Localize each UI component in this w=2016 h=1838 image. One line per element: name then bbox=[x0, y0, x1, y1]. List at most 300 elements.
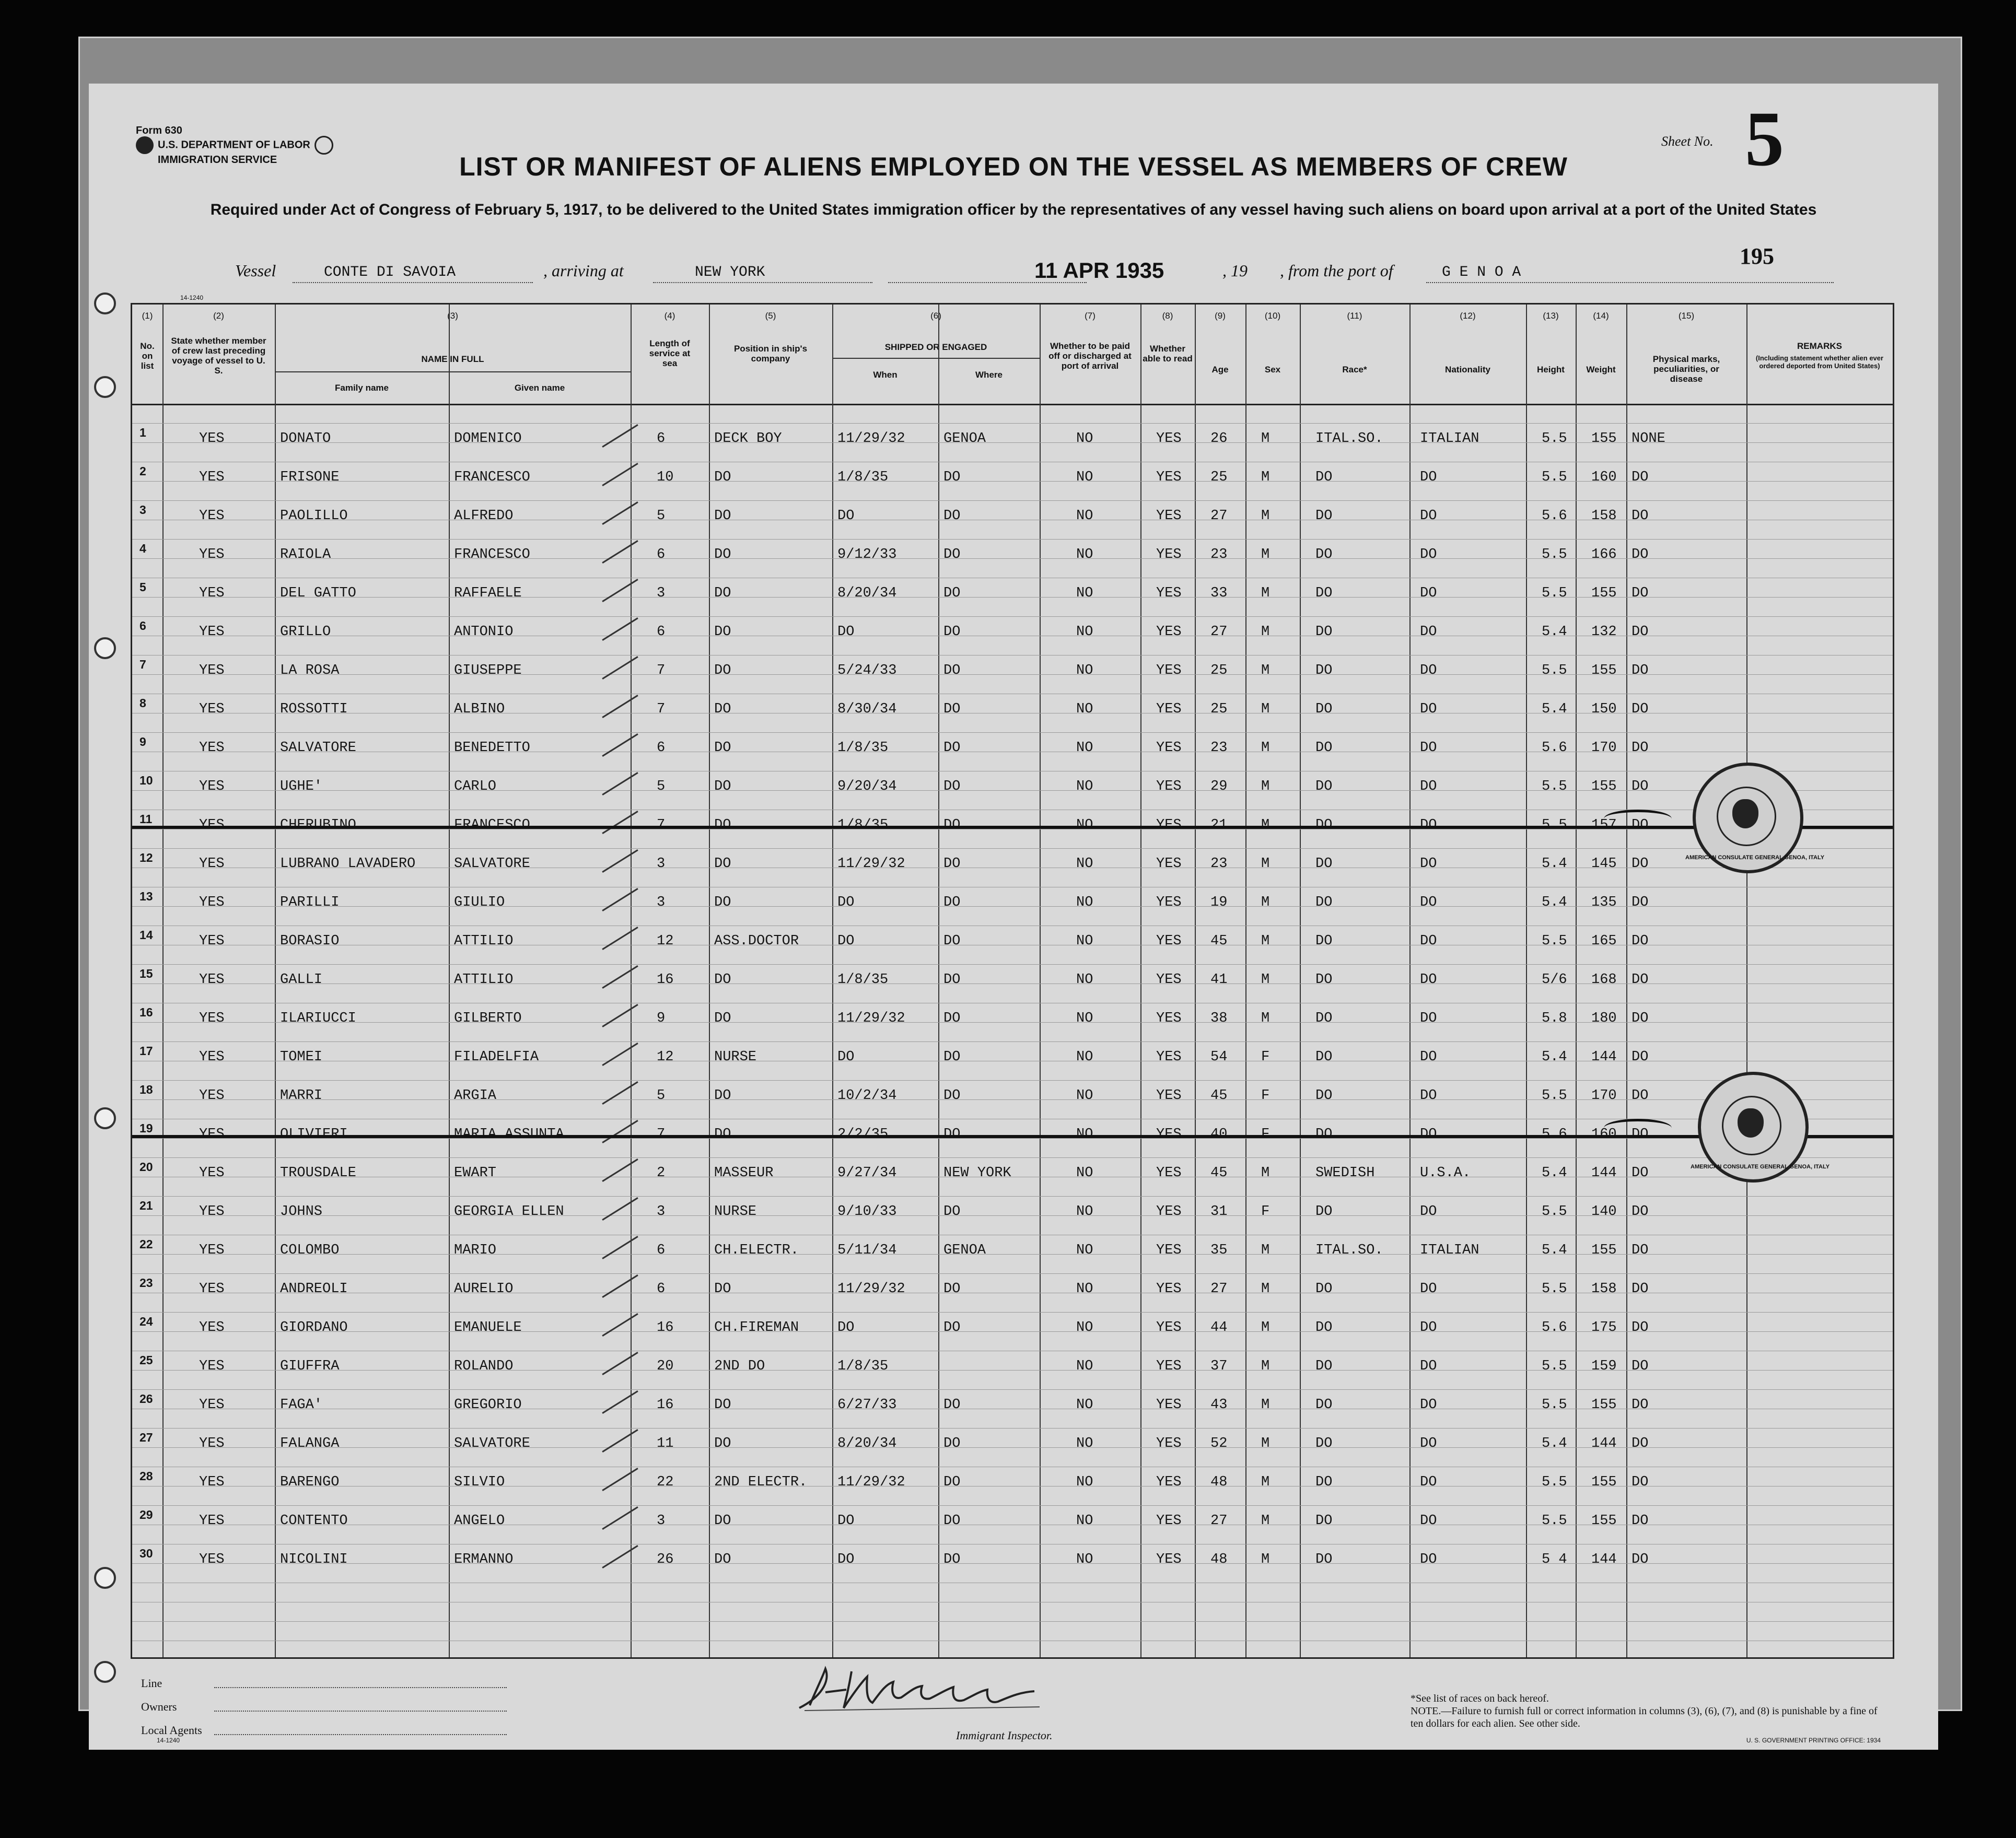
cell-paid: NO bbox=[1076, 1513, 1093, 1529]
cell-length: 16 bbox=[657, 1320, 674, 1336]
cell-position: NURSE bbox=[714, 1204, 757, 1220]
service-name: IMMIGRATION SERVICE bbox=[158, 154, 277, 166]
cell-physical: DO bbox=[1632, 1204, 1649, 1220]
cell-paid: NO bbox=[1076, 1436, 1093, 1451]
cell-paid: NO bbox=[1076, 586, 1093, 601]
cell-member: YES bbox=[199, 895, 225, 910]
cell-when: 9/27/34 bbox=[837, 1165, 897, 1181]
cell-nationality: ITALIAN bbox=[1420, 431, 1479, 447]
cell-sex: M bbox=[1261, 972, 1270, 988]
cell-weight: 160 bbox=[1591, 470, 1617, 485]
cell-no: 30 bbox=[139, 1547, 153, 1560]
cell-where: GENOA bbox=[943, 1243, 986, 1258]
cell-no: 14 bbox=[139, 928, 153, 942]
cell-position: DO bbox=[714, 508, 731, 524]
cell-length: 11 bbox=[657, 1436, 674, 1451]
cell-member: YES bbox=[199, 1359, 225, 1374]
cell-family: LUBRANO LAVADERO bbox=[280, 856, 416, 872]
cell-nationality: DO bbox=[1420, 1204, 1437, 1220]
cell-member: YES bbox=[199, 779, 225, 794]
cell-race: DO bbox=[1315, 470, 1333, 485]
table-row bbox=[132, 419, 1893, 458]
cell-weight: 158 bbox=[1591, 508, 1617, 524]
table-row bbox=[132, 574, 1893, 613]
cell-sex: M bbox=[1261, 470, 1270, 485]
cell-family: BORASIO bbox=[280, 933, 340, 949]
cell-paid: NO bbox=[1076, 779, 1093, 794]
cell-weight: 155 bbox=[1591, 1243, 1617, 1258]
cell-position: DO bbox=[714, 1513, 731, 1529]
check-mark bbox=[602, 1004, 638, 1027]
check-mark bbox=[602, 1506, 638, 1530]
cell-physical: DO bbox=[1632, 1165, 1649, 1181]
consulate-stamp bbox=[1691, 1072, 1830, 1183]
column-number: (7) bbox=[1085, 311, 1096, 321]
arriving-port: NEW YORK bbox=[695, 264, 765, 280]
cell-age: 27 bbox=[1210, 1281, 1228, 1297]
cell-position: DO bbox=[714, 1552, 731, 1567]
cell-member: YES bbox=[199, 1204, 225, 1220]
cell-paid: NO bbox=[1076, 1552, 1093, 1567]
cell-race: DO bbox=[1315, 1436, 1333, 1451]
cell-no: 21 bbox=[139, 1199, 153, 1212]
cell-no: 15 bbox=[139, 967, 153, 980]
cell-race: DO bbox=[1315, 740, 1333, 756]
cell-weight: 145 bbox=[1591, 856, 1617, 872]
cell-member: YES bbox=[199, 508, 225, 524]
header-paid-off: Whether to be paid off or discharged at port of arrival bbox=[1048, 341, 1132, 371]
ditto-scribble-icon bbox=[1604, 1119, 1672, 1137]
cell-length: 3 bbox=[657, 895, 666, 910]
header-given-name: Given name bbox=[514, 383, 565, 393]
cell-age: 27 bbox=[1210, 1513, 1228, 1529]
cell-family: PAOLILLO bbox=[280, 508, 348, 524]
cell-where: DO bbox=[943, 740, 961, 756]
cell-nationality: DO bbox=[1420, 1011, 1437, 1026]
table-row bbox=[132, 1270, 1893, 1308]
year-stamp: 195 bbox=[1740, 243, 1774, 269]
punch-hole-icon bbox=[94, 1107, 116, 1129]
check-mark bbox=[602, 617, 638, 641]
cell-family: ROSSOTTI bbox=[280, 701, 348, 717]
cell-member: YES bbox=[199, 586, 225, 601]
cell-position: DO bbox=[714, 586, 731, 601]
header-subrule bbox=[832, 358, 1040, 359]
cell-when: 11/29/32 bbox=[837, 1011, 905, 1026]
cell-where: DO bbox=[943, 1320, 961, 1336]
check-mark bbox=[602, 849, 638, 873]
cell-given: GEORGIA ELLEN bbox=[454, 1204, 564, 1220]
cell-no: 28 bbox=[139, 1469, 153, 1483]
cell-weight: 165 bbox=[1591, 933, 1617, 949]
cell-race: DO bbox=[1315, 972, 1333, 988]
cell-position: DO bbox=[714, 895, 731, 910]
cell-length: 6 bbox=[657, 547, 666, 563]
cell-read: YES bbox=[1156, 895, 1182, 910]
cell-length: 7 bbox=[657, 663, 666, 678]
cell-length: 6 bbox=[657, 624, 666, 640]
cell-member: YES bbox=[199, 856, 225, 872]
cell-length: 20 bbox=[657, 1359, 674, 1374]
cell-where: DO bbox=[943, 508, 961, 524]
cell-physical: DO bbox=[1632, 1011, 1649, 1026]
eagle-icon bbox=[1732, 799, 1758, 828]
cell-length: 5 bbox=[657, 508, 666, 524]
cell-given: FILADELFIA bbox=[454, 1049, 539, 1065]
table-row bbox=[132, 1154, 1893, 1192]
cell-race: DO bbox=[1315, 779, 1333, 794]
header-able-read: Whether able to read bbox=[1143, 344, 1193, 364]
cell-given: RAFFAELE bbox=[454, 586, 522, 601]
cell-height: 5.5 bbox=[1542, 431, 1567, 447]
check-mark bbox=[602, 965, 638, 989]
cell-weight: 140 bbox=[1591, 1204, 1617, 1220]
cell-given: ANGELO bbox=[454, 1513, 505, 1529]
header-nationality: Nationality bbox=[1445, 365, 1490, 374]
cell-length: 10 bbox=[657, 470, 674, 485]
cell-race: DO bbox=[1315, 1552, 1333, 1567]
column-number: (1) bbox=[142, 311, 153, 321]
cell-given: ALBINO bbox=[454, 701, 505, 717]
cell-family: CONTENTO bbox=[280, 1513, 348, 1529]
cell-when: 9/12/33 bbox=[837, 547, 897, 563]
cell-nationality: DO bbox=[1420, 817, 1437, 833]
cell-height: 5.5 bbox=[1542, 547, 1567, 563]
cell-race: DO bbox=[1315, 663, 1333, 678]
cell-where: DO bbox=[943, 470, 961, 485]
cell-nationality: DO bbox=[1420, 1513, 1437, 1529]
cell-length: 7 bbox=[657, 1127, 666, 1142]
cell-position: MASSEUR bbox=[714, 1165, 774, 1181]
check-mark bbox=[602, 1043, 638, 1066]
cell-where: NEW YORK bbox=[943, 1165, 1011, 1181]
cell-physical: DO bbox=[1632, 740, 1649, 756]
table-row bbox=[132, 729, 1893, 767]
cell-nationality: DO bbox=[1420, 1088, 1437, 1104]
cell-when: DO bbox=[837, 1552, 855, 1567]
cell-when: 1/8/35 bbox=[837, 972, 889, 988]
cell-when: 9/10/33 bbox=[837, 1204, 897, 1220]
cell-sex: M bbox=[1261, 1320, 1270, 1336]
cell-read: YES bbox=[1156, 1552, 1182, 1567]
cell-member: YES bbox=[199, 1088, 225, 1104]
cell-race: DO bbox=[1315, 1011, 1333, 1026]
cell-read: YES bbox=[1156, 972, 1182, 988]
cell-read: YES bbox=[1156, 1011, 1182, 1026]
cell-given: GILBERTO bbox=[454, 1011, 522, 1026]
cell-length: 12 bbox=[657, 1049, 674, 1065]
table-row bbox=[132, 651, 1893, 690]
vessel-name: CONTE DI SAVOIA bbox=[324, 264, 456, 280]
cell-paid: NO bbox=[1076, 1011, 1093, 1026]
cell-position: DO bbox=[714, 470, 731, 485]
cell-no: 9 bbox=[139, 735, 146, 748]
cell-given: SALVATORE bbox=[454, 1436, 530, 1451]
cell-no: 20 bbox=[139, 1160, 153, 1174]
table-row bbox=[132, 690, 1893, 729]
cell-race: DO bbox=[1315, 1049, 1333, 1065]
cell-no: 5 bbox=[139, 580, 146, 594]
cell-family: MARRI bbox=[280, 1088, 323, 1104]
cell-age: 21 bbox=[1210, 817, 1228, 833]
table-row bbox=[132, 1347, 1893, 1386]
cell-height: 5.5 bbox=[1542, 586, 1567, 601]
cell-no: 23 bbox=[139, 1276, 153, 1290]
cell-nationality: DO bbox=[1420, 1049, 1437, 1065]
check-mark bbox=[602, 1081, 638, 1105]
cell-physical: DO bbox=[1632, 1436, 1649, 1451]
cell-when: 11/29/32 bbox=[837, 1281, 905, 1297]
cell-physical: DO bbox=[1632, 1552, 1649, 1567]
cell-age: 27 bbox=[1210, 508, 1228, 524]
cell-physical: DO bbox=[1632, 933, 1649, 949]
column-number: (15) bbox=[1678, 311, 1695, 321]
cell-read: YES bbox=[1156, 701, 1182, 717]
check-mark bbox=[602, 579, 638, 602]
cell-read: YES bbox=[1156, 1243, 1182, 1258]
cell-race: DO bbox=[1315, 1397, 1333, 1413]
form-number: Form 630 bbox=[136, 125, 182, 136]
cell-nationality: DO bbox=[1420, 933, 1437, 949]
table-row bbox=[132, 1038, 1893, 1076]
cell-family: GALLI bbox=[280, 972, 323, 988]
cell-nationality: DO bbox=[1420, 1436, 1437, 1451]
cell-member: YES bbox=[199, 1436, 225, 1451]
cell-position: DO bbox=[714, 1436, 731, 1451]
cell-read: YES bbox=[1156, 1320, 1182, 1336]
table-row bbox=[132, 497, 1893, 535]
table-row bbox=[132, 999, 1893, 1038]
cell-sex: F bbox=[1261, 1088, 1270, 1104]
cell-nationality: DO bbox=[1420, 1359, 1437, 1374]
check-mark bbox=[602, 733, 638, 757]
cell-sex: M bbox=[1261, 1552, 1270, 1567]
cell-read: YES bbox=[1156, 740, 1182, 756]
cell-when: 8/20/34 bbox=[837, 1436, 897, 1451]
cell-nationality: DO bbox=[1420, 586, 1437, 601]
cell-paid: NO bbox=[1076, 1243, 1093, 1258]
cell-age: 48 bbox=[1210, 1552, 1228, 1567]
department-name: U.S. DEPARTMENT OF LABOR bbox=[158, 139, 310, 151]
cell-no: 25 bbox=[139, 1353, 153, 1367]
cell-no: 11 bbox=[139, 812, 153, 826]
cell-family: PARILLI bbox=[280, 895, 340, 910]
cell-where: DO bbox=[943, 1281, 961, 1297]
check-mark bbox=[602, 1468, 638, 1491]
cell-physical: DO bbox=[1632, 856, 1649, 872]
table-row bbox=[132, 1308, 1893, 1347]
check-mark bbox=[602, 1274, 638, 1298]
cell-family: FALANGA bbox=[280, 1436, 340, 1451]
cell-race: DO bbox=[1315, 586, 1333, 601]
header-weight: Weight bbox=[1586, 365, 1616, 374]
cell-height: 5.4 bbox=[1542, 624, 1567, 640]
cell-given: GIUSEPPE bbox=[454, 663, 522, 678]
cell-length: 6 bbox=[657, 740, 666, 756]
year-label: , 19 bbox=[1222, 261, 1248, 280]
cell-nationality: DO bbox=[1420, 547, 1437, 563]
cell-physical: DO bbox=[1632, 1088, 1649, 1104]
table-row bbox=[132, 1502, 1893, 1540]
cell-length: 6 bbox=[657, 431, 666, 447]
table-row bbox=[132, 1386, 1893, 1424]
cell-where: DO bbox=[943, 547, 961, 563]
column-number: (11) bbox=[1347, 311, 1362, 321]
cell-physical: DO bbox=[1632, 586, 1649, 601]
cell-given: ERMANNO bbox=[454, 1552, 514, 1567]
cell-race: DO bbox=[1315, 817, 1333, 833]
cell-age: 25 bbox=[1210, 663, 1228, 678]
cell-nationality: U.S.A. bbox=[1420, 1165, 1471, 1181]
cell-weight: 166 bbox=[1591, 547, 1617, 563]
cell-when: 1/8/35 bbox=[837, 1359, 889, 1374]
cell-age: 44 bbox=[1210, 1320, 1228, 1336]
cell-physical: DO bbox=[1632, 817, 1649, 833]
arriving-label: , arriving at bbox=[543, 261, 624, 280]
header-age: Age bbox=[1211, 365, 1229, 374]
cell-height: 5 4 bbox=[1542, 1552, 1567, 1567]
cell-no: 13 bbox=[139, 889, 153, 903]
cell-given: FRANCESCO bbox=[454, 547, 530, 563]
check-mark bbox=[602, 772, 638, 795]
cell-weight: 170 bbox=[1591, 740, 1617, 756]
cell-where: DO bbox=[943, 1552, 961, 1567]
cell-when: DO bbox=[837, 933, 855, 949]
cell-where: DO bbox=[943, 1436, 961, 1451]
check-mark bbox=[602, 1236, 638, 1259]
cell-position: DO bbox=[714, 740, 731, 756]
cell-paid: NO bbox=[1076, 508, 1093, 524]
cell-where: DO bbox=[943, 895, 961, 910]
agents-code: 14-1240 bbox=[157, 1737, 180, 1744]
cell-height: 5.6 bbox=[1542, 1320, 1567, 1336]
cell-read: YES bbox=[1156, 779, 1182, 794]
cell-where: DO bbox=[943, 1011, 961, 1026]
cell-when: DO bbox=[837, 895, 855, 910]
cell-physical: DO bbox=[1632, 779, 1649, 794]
header-when: When bbox=[873, 370, 898, 380]
cell-family: GIUFFRA bbox=[280, 1359, 340, 1374]
cell-when: 10/2/34 bbox=[837, 1088, 897, 1104]
cell-no: 27 bbox=[139, 1431, 153, 1444]
table-row bbox=[132, 1463, 1893, 1502]
cell-when: 6/27/33 bbox=[837, 1397, 897, 1413]
table-row bbox=[132, 1076, 1893, 1115]
cell-race: DO bbox=[1315, 624, 1333, 640]
cell-paid: NO bbox=[1076, 547, 1093, 563]
cell-nationality: DO bbox=[1420, 1474, 1437, 1490]
cell-position: 2ND DO bbox=[714, 1359, 765, 1374]
cell-height: 5.4 bbox=[1542, 1436, 1567, 1451]
cell-paid: NO bbox=[1076, 1281, 1093, 1297]
cell-nationality: DO bbox=[1420, 1320, 1437, 1336]
cell-given: ALFREDO bbox=[454, 508, 514, 524]
cell-no: 3 bbox=[139, 503, 146, 517]
cell-given: GREGORIO bbox=[454, 1397, 522, 1413]
cell-physical: DO bbox=[1632, 1359, 1649, 1374]
cell-physical: DO bbox=[1632, 1281, 1649, 1297]
cell-paid: NO bbox=[1076, 1320, 1093, 1336]
cell-position: DO bbox=[714, 547, 731, 563]
cell-position: DO bbox=[714, 1011, 731, 1026]
cell-position: DO bbox=[714, 1127, 731, 1142]
cell-member: YES bbox=[199, 1127, 225, 1142]
cell-age: 54 bbox=[1210, 1049, 1228, 1065]
cell-length: 7 bbox=[657, 701, 666, 717]
punch-hole-icon bbox=[94, 292, 116, 314]
cell-height: 5.5 bbox=[1542, 1513, 1567, 1529]
cell-position: CH.FIREMAN bbox=[714, 1320, 799, 1336]
cell-height: 5.5 bbox=[1542, 1397, 1567, 1413]
cell-given: ANTONIO bbox=[454, 624, 514, 640]
cell-paid: NO bbox=[1076, 972, 1093, 988]
cell-paid: NO bbox=[1076, 1204, 1093, 1220]
cell-family: TOMEI bbox=[280, 1049, 323, 1065]
cell-member: YES bbox=[199, 1049, 225, 1065]
cell-where: DO bbox=[943, 817, 961, 833]
cell-sex: F bbox=[1261, 1127, 1270, 1142]
cell-physical: DO bbox=[1632, 701, 1649, 717]
cell-no: 8 bbox=[139, 696, 146, 710]
cell-nationality: DO bbox=[1420, 1281, 1437, 1297]
cell-weight: 132 bbox=[1591, 624, 1617, 640]
cell-member: YES bbox=[199, 470, 225, 485]
cell-when: 5/24/33 bbox=[837, 663, 897, 678]
check-mark bbox=[602, 1429, 638, 1453]
cell-read: YES bbox=[1156, 586, 1182, 601]
cell-race: DO bbox=[1315, 1088, 1333, 1104]
cell-position: ASS.DOCTOR bbox=[714, 933, 799, 949]
ditto-scribble-icon bbox=[1604, 810, 1672, 828]
form-code: 14-1240 bbox=[180, 294, 204, 301]
table-row bbox=[132, 767, 1893, 806]
cell-race: DO bbox=[1315, 1320, 1333, 1336]
punch-hole-icon bbox=[94, 1661, 116, 1683]
cell-family: ILARIUCCI bbox=[280, 1011, 356, 1026]
cell-length: 3 bbox=[657, 586, 666, 601]
printer-imprint: U. S. GOVERNMENT PRINTING OFFICE: 1934 bbox=[1746, 1737, 1881, 1744]
table-row bbox=[132, 845, 1893, 883]
cell-height: 5.5 bbox=[1542, 1281, 1567, 1297]
cell-sex: M bbox=[1261, 586, 1270, 601]
cell-family: DONATO bbox=[280, 431, 331, 447]
cell-where: DO bbox=[943, 1088, 961, 1104]
cell-race: DO bbox=[1315, 1127, 1333, 1142]
cell-given: ROLANDO bbox=[454, 1359, 514, 1374]
cell-length: 5 bbox=[657, 1088, 666, 1104]
cell-no: 6 bbox=[139, 619, 146, 633]
consulate-stamp bbox=[1685, 763, 1825, 873]
table-row bbox=[132, 1540, 1893, 1579]
table-header bbox=[132, 305, 1893, 405]
cell-paid: NO bbox=[1076, 1088, 1093, 1104]
sheet-number: 5 bbox=[1745, 96, 1784, 182]
cell-where: DO bbox=[943, 779, 961, 794]
table-row bbox=[132, 1424, 1893, 1463]
cell-weight: 180 bbox=[1591, 1011, 1617, 1026]
cell-position: DO bbox=[714, 1088, 731, 1104]
cell-weight: 155 bbox=[1591, 779, 1617, 794]
cell-sex: M bbox=[1261, 1397, 1270, 1413]
cell-read: YES bbox=[1156, 1359, 1182, 1374]
cell-position: DO bbox=[714, 817, 731, 833]
cell-read: YES bbox=[1156, 1204, 1182, 1220]
cell-sex: M bbox=[1261, 1011, 1270, 1026]
cell-height: 5.6 bbox=[1542, 1127, 1567, 1142]
cell-when: DO bbox=[837, 1513, 855, 1529]
check-mark bbox=[602, 540, 638, 564]
footnote-races: *See list of races on back hereof. bbox=[1411, 1693, 1549, 1704]
